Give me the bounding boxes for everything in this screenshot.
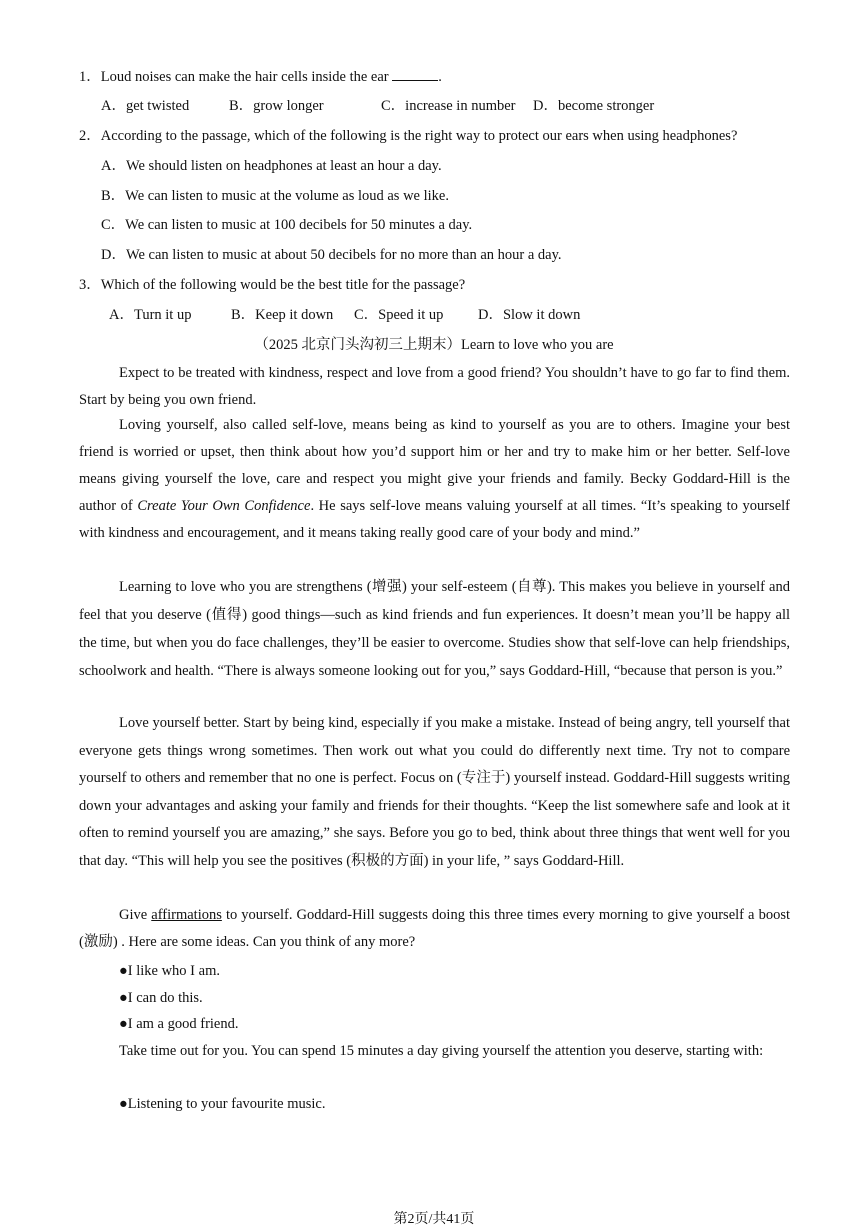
option-b: B．Keep it down bbox=[231, 307, 334, 323]
bullet-item: ●I like who I am. bbox=[119, 963, 220, 979]
question-stem: According to the passage, which of the following is the right way to protect our ears when using headphones? bbox=[100, 128, 738, 144]
bullet-item: ●Listening to your favourite music. bbox=[119, 1096, 326, 1112]
paragraph-2: Loving yourself, also called self-love, means being as kind to yourself as you are to others. Imagine your best friend is worried or upset, then think about how you’d support him or her and try to make him or her better. Self-love means giving yourself the love, care and respect you might give your friends and family. Becky Goddard-Hill is the author of Create Your Own Confidence. He says self-love means valuing yourself at all times. “It’s speaking to yourself with kindness and encouragement, and it means taking really good care of your body and mind.” bbox=[79, 417, 790, 541]
book-title: Create Your Own Confidence bbox=[137, 498, 311, 514]
question-stem: Loud noises can make the hair cells inside the ear bbox=[100, 69, 389, 85]
option-d: D．become stronger bbox=[533, 98, 655, 114]
paragraph-1: Expect to be treated with kindness, respect and love from a good friend? You shouldn’t have to go far to find them. Start by being you own friend. bbox=[79, 365, 790, 408]
passage-title: （2025 北京门头沟初三上期末）Learn to love who you are bbox=[254, 337, 614, 353]
question-number: 3． bbox=[79, 277, 101, 293]
page-footer: 第2页/共41页 bbox=[393, 1212, 475, 1227]
question-stem: Which of the following would be the best title for the passage? bbox=[100, 277, 466, 293]
bullet-item: ●I can do this. bbox=[119, 990, 203, 1006]
option-c: C．Speed it up bbox=[354, 307, 444, 323]
bullet-item: ●I am a good friend. bbox=[119, 1016, 239, 1032]
answer-blank bbox=[392, 66, 438, 81]
paragraph-6: Take time out for you. You can spend 15 minutes a day giving yourself the attention you deserve, starting with: bbox=[119, 1043, 764, 1059]
option-d: D．Slow it down bbox=[478, 307, 581, 323]
paragraph-5: Give affirmations to yourself. Goddard-Hill suggests doing this three times every morning to give yourself a boost (激励) . Here are some ideas. Can you think of any more? bbox=[79, 907, 790, 950]
underlined-word: affirmations bbox=[151, 907, 222, 923]
option-a: A．We should listen on headphones at least an hour a day. bbox=[101, 158, 442, 174]
question-3 bbox=[79, 275, 465, 295]
option-d: D．We can listen to music at about 50 decibels for no more than an hour a day. bbox=[101, 247, 562, 263]
paragraph-3: Learning to love who you are strengthens (增强) your self-esteem (自尊). This makes you believe in yourself and feel that you deserve (值得) good things—such as kind friends and fun experiences. It doesn’t mean you’ll be happy all the time, but when you do face challenges, they’ll be easier to overcome. Studies show that self-love can help friendships, schoolwork and health. “There is always someone looking out for you,” says Goddard-Hill, “because that person is you.” bbox=[79, 579, 790, 679]
option-c: C．increase in number bbox=[381, 98, 516, 114]
question-number: 2． bbox=[79, 128, 101, 144]
question-2 bbox=[79, 126, 737, 146]
question-number: 1． bbox=[79, 69, 101, 85]
option-a: A．Turn it up bbox=[109, 307, 192, 323]
question-1 bbox=[79, 66, 442, 87]
option-a: A．get twisted bbox=[101, 98, 190, 114]
option-b: B．We can listen to music at the volume as loud as we like. bbox=[101, 188, 449, 204]
paragraph-4: Love yourself better. Start by being kind, especially if you make a mistake. Instead of being angry, tell yourself that everyone gets things wrong sometimes. Then work out what you could do differently next time. Try not to compare yourself to others and remember that no one is perfect. Focus on (专注于) yourself instead. Goddard-Hill suggests writing down your advantages and asking your family and friends for their thoughts. “Keep the list somewhere safe and look at it often to remind yourself you are amazing,” she says. Before you go to bed, think about three things that went well for you that day. “This will help you see the positives (积极的方面) in your life, ” says Goddard-Hill. bbox=[79, 715, 790, 869]
option-c: C．We can listen to music at 100 decibels for 50 minutes a day. bbox=[101, 217, 473, 233]
question-end: . bbox=[438, 69, 442, 85]
option-b: B．grow longer bbox=[229, 98, 324, 114]
